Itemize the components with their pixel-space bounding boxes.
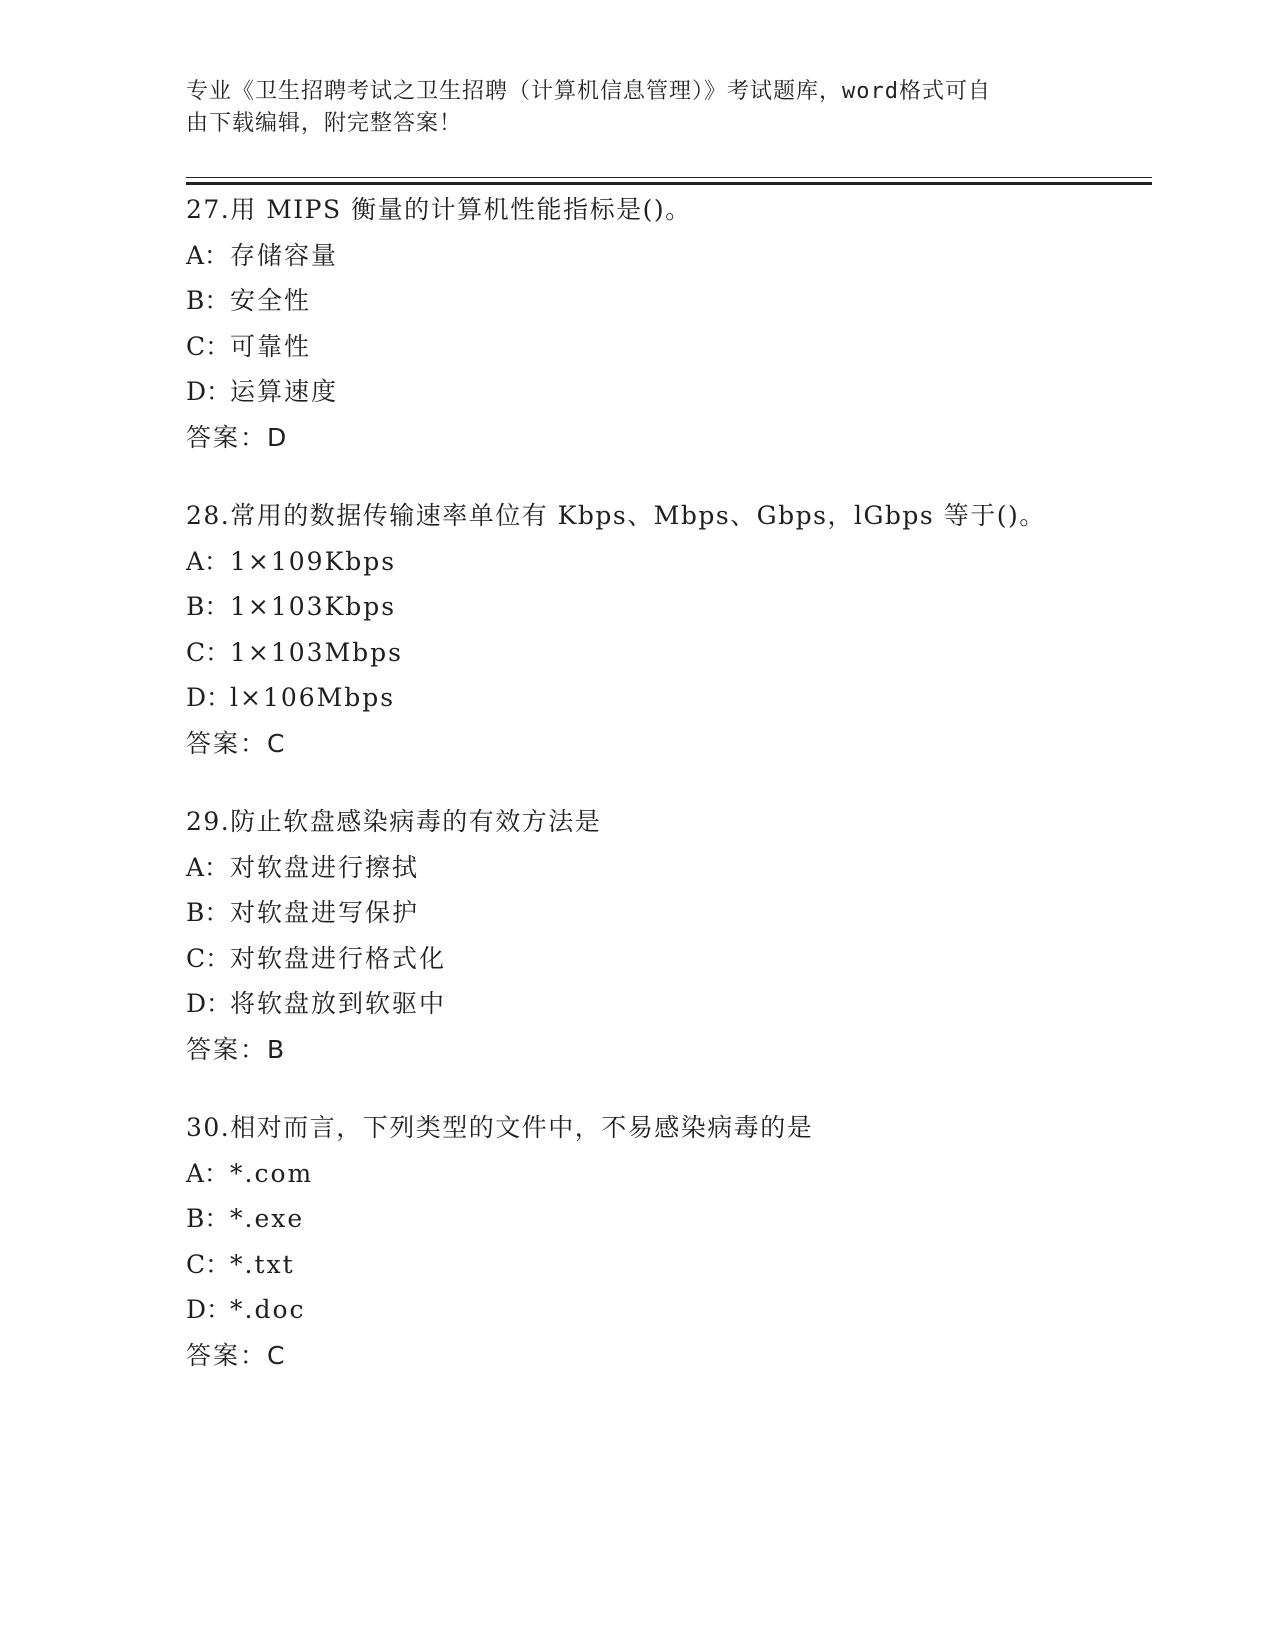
option-key: D： <box>186 683 232 712</box>
option-key: A： <box>186 1158 230 1188</box>
option-text: 将软盘放到软驱中 <box>230 989 447 1018</box>
option-key: D： <box>186 1295 232 1324</box>
option-text: 安全性 <box>230 286 312 315</box>
question-stem: 30.相对而言，下列类型的文件中，不易感染病毒的是 <box>186 1113 814 1142</box>
answer-value: D <box>267 422 288 452</box>
option-a <box>186 1151 1166 1197</box>
option-key: A： <box>186 546 230 576</box>
option-key: B： <box>186 1204 230 1233</box>
option-a <box>186 539 1166 585</box>
answer-label: 答案： <box>186 728 268 758</box>
option-a <box>186 845 1166 891</box>
answer-value: C <box>267 728 286 758</box>
option-d <box>186 675 1166 721</box>
option-text: 1×103Mbps <box>230 637 404 667</box>
option-d <box>186 369 1166 415</box>
option-d <box>186 1287 1166 1333</box>
option-b <box>186 890 1166 936</box>
question-stem: 28.常用的数据传输速率单位有 Kbps、Mbps、Gbps，lGbps 等于()。 <box>186 501 1046 530</box>
answer-line <box>186 1027 1166 1073</box>
answer-label: 答案： <box>186 1034 268 1064</box>
option-text: 可靠性 <box>230 331 312 361</box>
answer-line <box>186 1333 1166 1379</box>
header-divider-thick <box>186 182 1152 185</box>
option-c <box>186 630 1166 676</box>
question-29 <box>186 799 1166 1072</box>
option-key: B： <box>186 286 230 315</box>
option-key: C： <box>186 943 231 973</box>
option-b <box>186 278 1166 324</box>
question-28 <box>186 493 1166 766</box>
question-27 <box>186 187 1166 460</box>
option-text: 存储容量 <box>230 240 339 270</box>
option-text: *.doc <box>230 1295 306 1324</box>
answer-line <box>186 721 1166 767</box>
option-key: C： <box>186 637 231 667</box>
option-text: *.com <box>230 1158 314 1188</box>
option-text: 1×109Kbps <box>230 546 397 576</box>
answer-value: C <box>267 1340 286 1370</box>
option-key: B： <box>186 592 230 621</box>
header-line-2: 由下载编辑，附完整答案！ <box>186 111 463 136</box>
answer-label: 答案： <box>186 1340 268 1370</box>
option-text: *.exe <box>230 1204 305 1233</box>
answer-line <box>186 415 1166 461</box>
option-c <box>186 324 1166 370</box>
option-key: C： <box>186 1249 231 1279</box>
option-c <box>186 936 1166 982</box>
header-divider-thin <box>186 177 1152 178</box>
option-text: 1×103Kbps <box>230 592 397 621</box>
question-stem: 27.用 MIPS 衡量的计算机性能指标是()。 <box>186 195 692 224</box>
question-30 <box>186 1105 1166 1378</box>
option-key: B： <box>186 898 230 927</box>
option-b <box>186 1196 1166 1242</box>
option-key: D： <box>186 989 232 1018</box>
option-key: A： <box>186 240 230 270</box>
option-key: C： <box>186 331 231 361</box>
option-c <box>186 1242 1166 1288</box>
option-text: l×106Mbps <box>230 683 396 712</box>
answer-label: 答案： <box>186 422 268 452</box>
option-text: *.txt <box>230 1249 295 1279</box>
question-stem: 29.防止软盘感染病毒的有效方法是 <box>186 807 602 836</box>
option-text: 对软盘进行格式化 <box>230 943 447 973</box>
header-line-1: 专业《卫生招聘考试之卫生招聘（计算机信息管理）》考试题库，word格式可自 <box>186 79 991 104</box>
option-key: A： <box>186 852 230 882</box>
answer-value: B <box>267 1034 286 1064</box>
option-d <box>186 981 1166 1027</box>
option-key: D： <box>186 377 232 406</box>
option-a <box>186 233 1166 279</box>
option-text: 对软盘进写保护 <box>230 898 420 927</box>
document-header <box>186 76 1066 140</box>
option-b <box>186 584 1166 630</box>
option-text: 运算速度 <box>230 377 339 406</box>
option-text: 对软盘进行擦拭 <box>230 852 420 882</box>
